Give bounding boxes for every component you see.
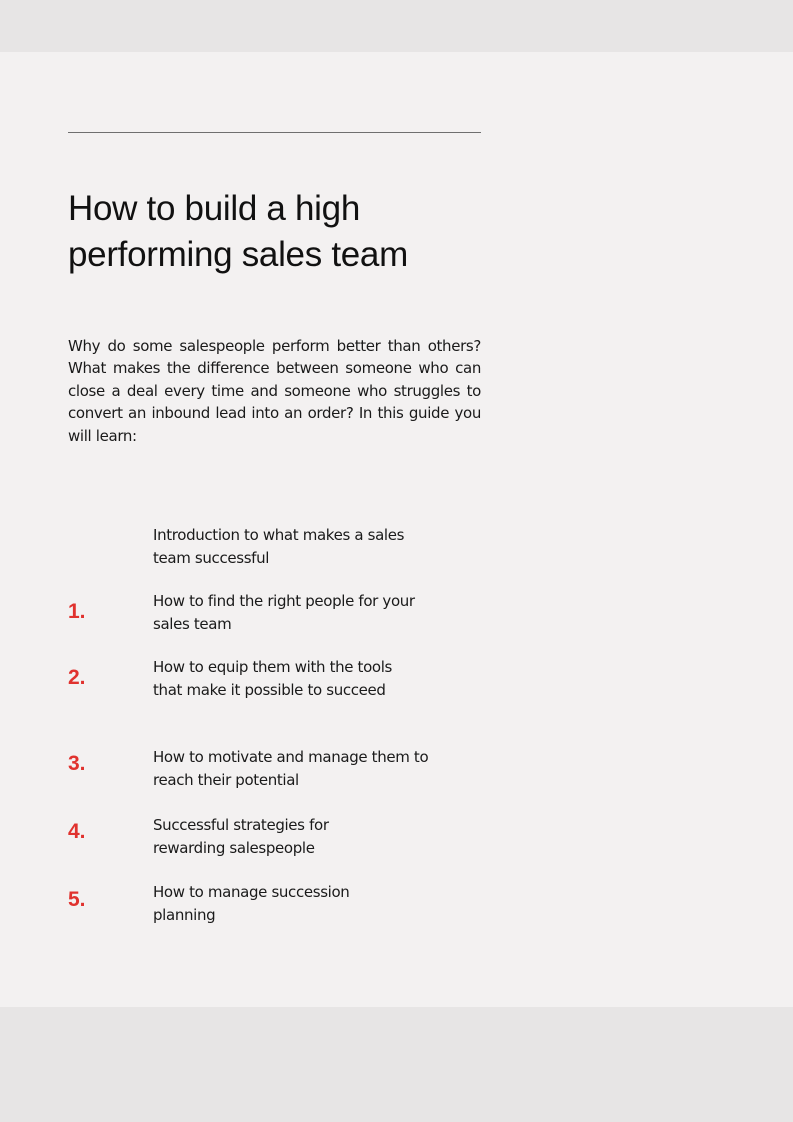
title-divider <box>68 132 481 133</box>
list-item-5: How to manage succession planning <box>153 883 350 924</box>
list-number-4: 4. <box>68 820 86 843</box>
page-title: How to build a high performing sales team <box>68 189 408 274</box>
top-margin-band <box>0 0 793 52</box>
intro-paragraph: Why do some salespeople perform better than others? What makes the difference between someone who can close a deal every time and someone who struggles to convert an inbound lead into an order? In this guide you will learn: <box>68 337 481 445</box>
list-item-3: How to motivate and manage them to reach their potential <box>153 748 429 789</box>
bottom-margin-band <box>0 1007 793 1122</box>
list-number-1: 1. <box>68 600 86 623</box>
list-item-intro: Introduction to what makes a sales team successful <box>153 526 405 567</box>
list-number-5: 5. <box>68 888 86 911</box>
list-item-4: Successful strategies for rewarding salespeople <box>153 816 329 857</box>
list-number-3: 3. <box>68 752 86 775</box>
list-number-2: 2. <box>68 666 86 689</box>
list-item-2: How to equip them with the tools that make it possible to succeed <box>153 658 393 699</box>
list-item-1: How to find the right people for your sales team <box>153 592 415 633</box>
